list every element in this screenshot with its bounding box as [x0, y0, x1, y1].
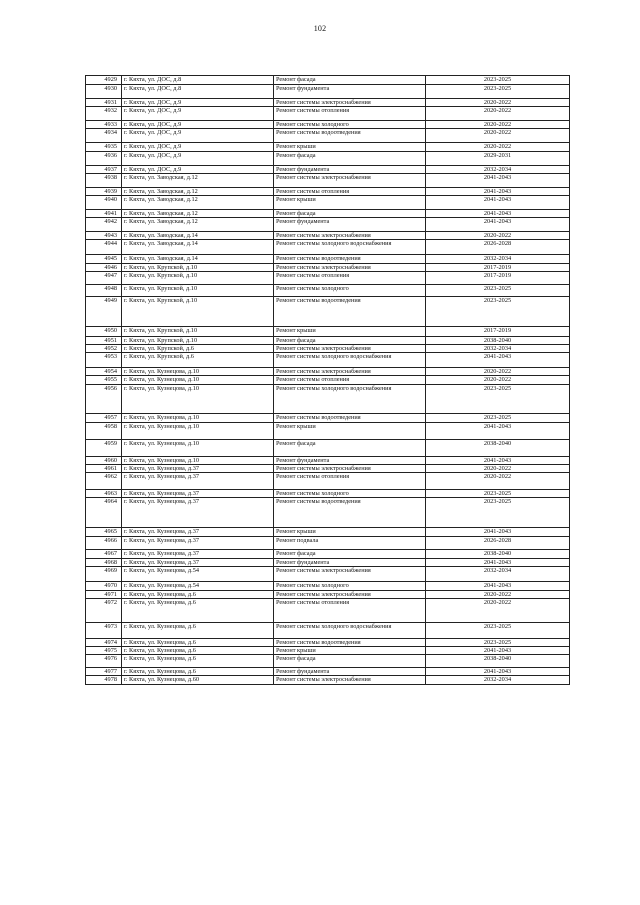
- row-number: 4950: [86, 326, 122, 336]
- table-row: [86, 255, 570, 263]
- row-period: 2026-2028: [426, 537, 570, 550]
- table-row: [86, 668, 570, 676]
- row-address: г. Кяхта, ул. Кузнецова, д.6: [122, 598, 274, 622]
- row-address: г. Кяхта, ул. ДОС, д.9: [122, 151, 274, 165]
- row-period: 2041-2043: [426, 187, 570, 195]
- row-work-type: Ремонт системы холодного водоснабжения: [274, 353, 426, 368]
- row-period: 2020-2022: [426, 232, 570, 240]
- row-work-type: Ремонт фасада: [274, 336, 426, 344]
- row-work-type: Ремонт фасада: [274, 210, 426, 218]
- row-work-type: Ремонт подвала: [274, 537, 426, 550]
- table-row: [86, 263, 570, 271]
- row-number: 4973: [86, 622, 122, 638]
- row-address: г. Кяхта, ул. Крупской, д.6: [122, 353, 274, 368]
- row-work-type: Ремонт системы электроснабжения: [274, 99, 426, 107]
- row-period: 2020-2022: [426, 107, 570, 121]
- row-period: 2032-2034: [426, 676, 570, 684]
- row-number: 4938: [86, 173, 122, 187]
- row-address: г. Кяхта, ул. Кузнецова, д.10: [122, 413, 274, 422]
- table-row: [86, 655, 570, 668]
- table-row: [86, 422, 570, 439]
- row-period: 2041-2043: [426, 353, 570, 368]
- table-row: [86, 638, 570, 646]
- row-address: г. Кяхта, ул. Кузнецова, д.6: [122, 638, 274, 646]
- row-period: 2041-2043: [426, 559, 570, 567]
- row-address: г. Кяхта, ул. Кузнецова, д.10: [122, 376, 274, 384]
- table-row: [86, 165, 570, 173]
- row-period: 2032-2034: [426, 567, 570, 582]
- table-row: [86, 151, 570, 165]
- row-address: г. Кяхта, ул. Кузнецова, д.6: [122, 647, 274, 655]
- row-number: 4956: [86, 384, 122, 413]
- row-period: 2023-2025: [426, 85, 570, 99]
- row-number: 4977: [86, 668, 122, 676]
- row-number: 4965: [86, 528, 122, 537]
- table-row: [86, 187, 570, 195]
- table-row: [86, 456, 570, 464]
- row-period: 2017-2019: [426, 271, 570, 284]
- row-period: 2041-2043: [426, 210, 570, 218]
- row-number: 4953: [86, 353, 122, 368]
- row-address: г. Кяхта, ул. Заводская, д.14: [122, 255, 274, 263]
- row-address: г. Кяхта, ул. Крупской, д.10: [122, 284, 274, 296]
- row-address: г. Кяхта, ул. Кузнецова, д.37: [122, 559, 274, 567]
- row-work-type: Ремонт фундамента: [274, 559, 426, 567]
- row-address: г. Кяхта, ул. Кузнецова, д.37: [122, 550, 274, 559]
- table-row: [86, 464, 570, 472]
- table-row: [86, 598, 570, 622]
- row-number: 4939: [86, 187, 122, 195]
- row-number: 4978: [86, 676, 122, 684]
- row-address: г. Кяхта, ул. ДОС, д.9: [122, 107, 274, 121]
- row-work-type: Ремонт системы электроснабжения: [274, 173, 426, 187]
- row-work-type: Ремонт системы электроснабжения: [274, 263, 426, 271]
- row-work-type: Ремонт системы отопления: [274, 598, 426, 622]
- row-period: 2023-2025: [426, 498, 570, 528]
- table-row: [86, 218, 570, 232]
- row-address: г. Кяхта, ул. ДОС, д.9: [122, 143, 274, 151]
- table-row: [86, 498, 570, 528]
- row-address: г. Кяхта, ул. Кузнецова, д.37: [122, 473, 274, 490]
- row-period: 2041-2043: [426, 528, 570, 537]
- table-row: [86, 567, 570, 582]
- row-address: г. Кяхта, ул. Кузнецова, д.10: [122, 368, 274, 376]
- row-work-type: Ремонт системы отопления: [274, 473, 426, 490]
- row-work-type: Ремонт системы водоотведения: [274, 296, 426, 326]
- row-work-type: Ремонт системы электроснабжения: [274, 368, 426, 376]
- table-body: [86, 76, 570, 685]
- table-row: [86, 590, 570, 598]
- row-number: 4934: [86, 129, 122, 143]
- row-number: 4942: [86, 218, 122, 232]
- row-period: 2017-2019: [426, 326, 570, 336]
- row-period: 2041-2043: [426, 456, 570, 464]
- row-number: 4974: [86, 638, 122, 646]
- row-work-type: Ремонт системы электроснабжения: [274, 345, 426, 353]
- row-period: 2032-2034: [426, 255, 570, 263]
- row-work-type: Ремонт фундамента: [274, 165, 426, 173]
- row-period: 2023-2025: [426, 413, 570, 422]
- row-number: 4952: [86, 345, 122, 353]
- row-number: 4941: [86, 210, 122, 218]
- row-period: 2041-2043: [426, 218, 570, 232]
- row-address: г. Кяхта, ул. ДОС, д.8: [122, 76, 274, 85]
- row-work-type: Ремонт системы водоотведения: [274, 498, 426, 528]
- row-period: 2020-2022: [426, 598, 570, 622]
- row-work-type: Ремонт системы водоотведения: [274, 255, 426, 263]
- row-work-type: Ремонт крыши: [274, 196, 426, 210]
- row-address: г. Кяхта, ул. Кузнецова, д.37: [122, 537, 274, 550]
- row-work-type: Ремонт системы электроснабжения: [274, 232, 426, 240]
- row-address: г. Кяхта, ул. Крупской, д.10: [122, 336, 274, 344]
- table-row: [86, 196, 570, 210]
- row-work-type: Ремонт системы холодного: [274, 121, 426, 129]
- table-row: [86, 271, 570, 284]
- row-period: 2041-2043: [426, 668, 570, 676]
- row-work-type: Ремонт фасада: [274, 151, 426, 165]
- row-address: г. Кяхта, ул. Заводская, д.14: [122, 240, 274, 255]
- table-row: [86, 76, 570, 85]
- row-address: г. Кяхта, ул. ДОС, д.9: [122, 99, 274, 107]
- table-row: [86, 336, 570, 344]
- row-period: 2029-2031: [426, 151, 570, 165]
- row-number: 4936: [86, 151, 122, 165]
- row-number: 4954: [86, 368, 122, 376]
- table-row: [86, 537, 570, 550]
- table-row: [86, 240, 570, 255]
- row-period: 2020-2022: [426, 368, 570, 376]
- row-address: г. Кяхта, ул. Заводская, д.12: [122, 187, 274, 195]
- row-work-type: Ремонт фасада: [274, 439, 426, 456]
- row-work-type: Ремонт крыши: [274, 422, 426, 439]
- row-period: 2041-2043: [426, 582, 570, 590]
- row-period: 2023-2025: [426, 384, 570, 413]
- row-work-type: Ремонт системы водоотведения: [274, 638, 426, 646]
- row-number: 4972: [86, 598, 122, 622]
- row-period: 2041-2043: [426, 173, 570, 187]
- row-work-type: Ремонт крыши: [274, 326, 426, 336]
- row-period: 2017-2019: [426, 263, 570, 271]
- row-work-type: Ремонт фундамента: [274, 456, 426, 464]
- table-row: [86, 210, 570, 218]
- table-row: [86, 353, 570, 368]
- row-number: 4971: [86, 590, 122, 598]
- row-address: г. Кяхта, ул. Заводская, д.14: [122, 232, 274, 240]
- row-work-type: Ремонт фундамента: [274, 85, 426, 99]
- row-work-type: Ремонт системы электроснабжения: [274, 567, 426, 582]
- row-number: 4966: [86, 537, 122, 550]
- table-row: [86, 99, 570, 107]
- row-work-type: Ремонт фундамента: [274, 668, 426, 676]
- row-period: 2041-2043: [426, 422, 570, 439]
- row-number: 4968: [86, 559, 122, 567]
- row-number: 4949: [86, 296, 122, 326]
- row-period: 2023-2025: [426, 284, 570, 296]
- table-row: [86, 528, 570, 537]
- row-number: 4930: [86, 85, 122, 99]
- row-address: г. Кяхта, ул. Заводская, д.12: [122, 218, 274, 232]
- row-work-type: Ремонт фасада: [274, 655, 426, 668]
- row-number: 4943: [86, 232, 122, 240]
- row-period: 2023-2025: [426, 622, 570, 638]
- row-work-type: Ремонт системы водоотведения: [274, 129, 426, 143]
- row-number: 4975: [86, 647, 122, 655]
- row-number: 4964: [86, 498, 122, 528]
- row-number: 4935: [86, 143, 122, 151]
- row-work-type: Ремонт фасада: [274, 550, 426, 559]
- row-address: г. Кяхта, ул. Кузнецова, д.37: [122, 490, 274, 498]
- row-address: г. Кяхта, ул. Кузнецова, д.6: [122, 622, 274, 638]
- table-row: [86, 676, 570, 684]
- row-work-type: Ремонт системы холодного: [274, 284, 426, 296]
- row-address: г. Кяхта, ул. Кузнецова, д.60: [122, 676, 274, 684]
- row-address: г. Кяхта, ул. Кузнецова, д.6: [122, 655, 274, 668]
- row-number: 4969: [86, 567, 122, 582]
- row-period: 2020-2022: [426, 464, 570, 472]
- row-work-type: Ремонт крыши: [274, 528, 426, 537]
- table-row: [86, 439, 570, 456]
- row-work-type: Ремонт системы холодного водоснабжения: [274, 622, 426, 638]
- row-address: г. Кяхта, ул. Заводская, д.12: [122, 173, 274, 187]
- table-row: [86, 376, 570, 384]
- table-row: [86, 413, 570, 422]
- row-period: 2026-2028: [426, 240, 570, 255]
- row-number: 4970: [86, 582, 122, 590]
- table-row: [86, 173, 570, 187]
- table-row: [86, 384, 570, 413]
- row-address: г. Кяхта, ул. Кузнецова, д.54: [122, 582, 274, 590]
- row-number: 4947: [86, 271, 122, 284]
- row-period: 2038-2040: [426, 336, 570, 344]
- table-row: [86, 143, 570, 151]
- row-work-type: Ремонт фасада: [274, 76, 426, 85]
- row-period: 2020-2022: [426, 99, 570, 107]
- table-row: [86, 85, 570, 99]
- row-number: 4963: [86, 490, 122, 498]
- row-period: 2020-2022: [426, 121, 570, 129]
- row-number: 4967: [86, 550, 122, 559]
- row-number: 4962: [86, 473, 122, 490]
- row-work-type: Ремонт системы отопления: [274, 376, 426, 384]
- table-row: [86, 368, 570, 376]
- row-work-type: Ремонт системы холодного: [274, 582, 426, 590]
- table-row: [86, 284, 570, 296]
- row-period: 2032-2034: [426, 345, 570, 353]
- row-work-type: Ремонт крыши: [274, 143, 426, 151]
- row-address: г. Кяхта, ул. ДОС, д.9: [122, 165, 274, 173]
- row-period: 2038-2040: [426, 655, 570, 668]
- row-period: 2041-2043: [426, 196, 570, 210]
- row-address: г. Кяхта, ул. ДОС, д.8: [122, 85, 274, 99]
- table-row: [86, 490, 570, 498]
- table-row: [86, 582, 570, 590]
- row-address: г. Кяхта, ул. ДОС, д.9: [122, 129, 274, 143]
- row-number: 4945: [86, 255, 122, 263]
- row-number: 4931: [86, 99, 122, 107]
- row-period: 2023-2025: [426, 296, 570, 326]
- row-number: 4957: [86, 413, 122, 422]
- row-address: г. Кяхта, ул. Кузнецова, д.6: [122, 590, 274, 598]
- row-number: 4932: [86, 107, 122, 121]
- table-row: [86, 232, 570, 240]
- row-number: 4960: [86, 456, 122, 464]
- table-row: [86, 326, 570, 336]
- row-work-type: Ремонт системы электроснабжения: [274, 464, 426, 472]
- table-row: [86, 345, 570, 353]
- row-number: 4944: [86, 240, 122, 255]
- row-work-type: Ремонт системы холодного водоснабжения: [274, 240, 426, 255]
- row-period: 2023-2025: [426, 638, 570, 646]
- row-period: 2023-2025: [426, 490, 570, 498]
- row-number: 4958: [86, 422, 122, 439]
- table-row: [86, 647, 570, 655]
- row-number: 4961: [86, 464, 122, 472]
- row-address: г. Кяхта, ул. ДОС, д.9: [122, 121, 274, 129]
- row-number: 4937: [86, 165, 122, 173]
- row-work-type: Ремонт системы холодного: [274, 490, 426, 498]
- row-number: 4959: [86, 439, 122, 456]
- row-number: 4976: [86, 655, 122, 668]
- row-work-type: Ремонт системы отопления: [274, 107, 426, 121]
- row-address: г. Кяхта, ул. Заводская, д.12: [122, 196, 274, 210]
- repair-schedule-table: [85, 75, 570, 685]
- table-row: [86, 107, 570, 121]
- row-address: г. Кяхта, ул. Крупской, д.10: [122, 296, 274, 326]
- row-address: г. Кяхта, ул. Заводская, д.12: [122, 210, 274, 218]
- row-number: 4951: [86, 336, 122, 344]
- row-address: г. Кяхта, ул. Кузнецова, д.10: [122, 422, 274, 439]
- row-work-type: Ремонт системы отопления: [274, 271, 426, 284]
- table-row: [86, 121, 570, 129]
- row-period: 2032-2034: [426, 165, 570, 173]
- row-period: 2020-2022: [426, 590, 570, 598]
- row-address: г. Кяхта, ул. Кузнецова, д.10: [122, 439, 274, 456]
- row-number: 4948: [86, 284, 122, 296]
- row-address: г. Кяхта, ул. Кузнецова, д.6: [122, 668, 274, 676]
- row-period: 2020-2022: [426, 376, 570, 384]
- table-row: [86, 559, 570, 567]
- row-work-type: Ремонт крыши: [274, 647, 426, 655]
- row-period: 2020-2022: [426, 143, 570, 151]
- row-work-type: Ремонт системы отопления: [274, 187, 426, 195]
- row-address: г. Кяхта, ул. Крупской, д.10: [122, 326, 274, 336]
- row-work-type: Ремонт системы холодного водоснабжения: [274, 384, 426, 413]
- table-row: [86, 622, 570, 638]
- table-row: [86, 473, 570, 490]
- row-address: г. Кяхта, ул. Кузнецова, д.54: [122, 567, 274, 582]
- row-number: 4955: [86, 376, 122, 384]
- row-address: г. Кяхта, ул. Кузнецова, д.37: [122, 528, 274, 537]
- row-period: 2038-2040: [426, 550, 570, 559]
- row-period: 2020-2022: [426, 129, 570, 143]
- page-number: 102: [313, 24, 327, 33]
- row-work-type: Ремонт системы электроснабжения: [274, 590, 426, 598]
- row-address: г. Кяхта, ул. Кузнецова, д.37: [122, 464, 274, 472]
- table-row: [86, 550, 570, 559]
- row-number: 4929: [86, 76, 122, 85]
- row-address: г. Кяхта, ул. Кузнецова, д.10: [122, 456, 274, 464]
- row-address: г. Кяхта, ул. Крупской, д.10: [122, 271, 274, 284]
- row-period: 2038-2040: [426, 439, 570, 456]
- row-work-type: Ремонт фундамента: [274, 218, 426, 232]
- row-work-type: Ремонт системы электроснабжения: [274, 676, 426, 684]
- row-number: 4940: [86, 196, 122, 210]
- row-address: г. Кяхта, ул. Крупской, д.6: [122, 345, 274, 353]
- row-number: 4933: [86, 121, 122, 129]
- row-number: 4946: [86, 263, 122, 271]
- row-address: г. Кяхта, ул. Крупской, д.10: [122, 263, 274, 271]
- row-period: 2023-2025: [426, 76, 570, 85]
- table-row: [86, 296, 570, 326]
- table-row: [86, 129, 570, 143]
- row-address: г. Кяхта, ул. Кузнецова, д.10: [122, 384, 274, 413]
- row-period: 2020-2022: [426, 473, 570, 490]
- row-period: 2041-2043: [426, 647, 570, 655]
- row-work-type: Ремонт системы водоотведения: [274, 413, 426, 422]
- row-address: г. Кяхта, ул. Кузнецова, д.37: [122, 498, 274, 528]
